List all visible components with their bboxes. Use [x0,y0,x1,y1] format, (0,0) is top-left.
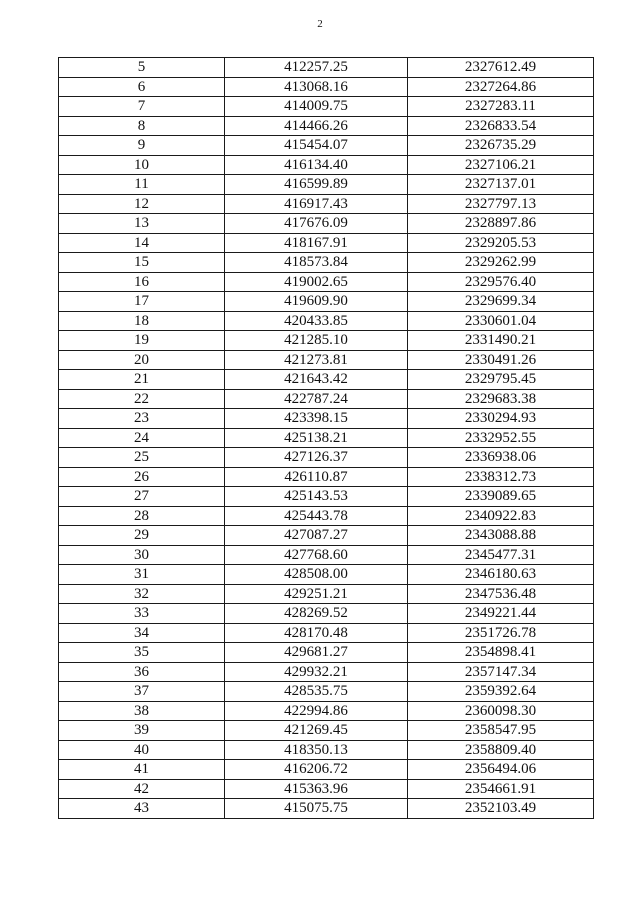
x-coordinate-cell: 425138.21 [225,428,408,448]
x-coordinate-cell: 428269.52 [225,604,408,624]
table-row [59,116,594,136]
x-coordinate-cell: 413068.16 [225,77,408,97]
x-coordinate-cell: 414009.75 [225,97,408,117]
table-row [59,760,594,780]
point-number-cell: 33 [59,604,225,624]
y-coordinate-cell: 2329576.40 [408,272,594,292]
point-number-cell: 14 [59,233,225,253]
point-number-cell: 36 [59,662,225,682]
table-row [59,389,594,409]
x-coordinate-cell: 412257.25 [225,58,408,78]
table-row [59,584,594,604]
table-row [59,467,594,487]
y-coordinate-cell: 2340922.83 [408,506,594,526]
table-row [59,701,594,721]
y-coordinate-cell: 2326833.54 [408,116,594,136]
y-coordinate-cell: 2326735.29 [408,136,594,156]
y-coordinate-cell: 2336938.06 [408,448,594,468]
point-number-cell: 29 [59,526,225,546]
table-row [59,682,594,702]
table-row [59,272,594,292]
point-number-cell: 39 [59,721,225,741]
x-coordinate-cell: 429251.21 [225,584,408,604]
x-coordinate-cell: 421285.10 [225,331,408,351]
x-coordinate-cell: 416206.72 [225,760,408,780]
y-coordinate-cell: 2328897.86 [408,214,594,234]
point-number-cell: 26 [59,467,225,487]
table-row [59,175,594,195]
y-coordinate-cell: 2351726.78 [408,623,594,643]
x-coordinate-cell: 421273.81 [225,350,408,370]
x-coordinate-cell: 425143.53 [225,487,408,507]
y-coordinate-cell: 2330294.93 [408,409,594,429]
y-coordinate-cell: 2346180.63 [408,565,594,585]
point-number-cell: 6 [59,77,225,97]
table-row [59,292,594,312]
x-coordinate-cell: 419002.65 [225,272,408,292]
y-coordinate-cell: 2349221.44 [408,604,594,624]
y-coordinate-cell: 2354898.41 [408,643,594,663]
x-coordinate-cell: 428508.00 [225,565,408,585]
table-row [59,565,594,585]
table-row [59,409,594,429]
page-number: 2 [317,18,323,30]
point-number-cell: 7 [59,97,225,117]
table-row [59,623,594,643]
y-coordinate-cell: 2339089.65 [408,487,594,507]
x-coordinate-cell: 418573.84 [225,253,408,273]
point-number-cell: 40 [59,740,225,760]
point-number-cell: 5 [59,58,225,78]
x-coordinate-cell: 428170.48 [225,623,408,643]
y-coordinate-cell: 2330601.04 [408,311,594,331]
y-coordinate-cell: 2329683.38 [408,389,594,409]
x-coordinate-cell: 418167.91 [225,233,408,253]
point-number-cell: 8 [59,116,225,136]
table-row [59,253,594,273]
y-coordinate-cell: 2330491.26 [408,350,594,370]
y-coordinate-cell: 2329699.34 [408,292,594,312]
table-row [59,214,594,234]
point-number-cell: 18 [59,311,225,331]
table-row [59,311,594,331]
table-row [59,58,594,78]
x-coordinate-cell: 426110.87 [225,467,408,487]
table-row [59,155,594,175]
point-number-cell: 10 [59,155,225,175]
x-coordinate-cell: 429932.21 [225,662,408,682]
point-number-cell: 23 [59,409,225,429]
point-number-cell: 35 [59,643,225,663]
x-coordinate-cell: 423398.15 [225,409,408,429]
x-coordinate-cell: 417676.09 [225,214,408,234]
y-coordinate-cell: 2356494.06 [408,760,594,780]
x-coordinate-cell: 414466.26 [225,116,408,136]
point-number-cell: 41 [59,760,225,780]
coordinates-table-body [59,58,594,819]
y-coordinate-cell: 2347536.48 [408,584,594,604]
y-coordinate-cell: 2352103.49 [408,799,594,819]
point-number-cell: 34 [59,623,225,643]
point-number-cell: 13 [59,214,225,234]
x-coordinate-cell: 416134.40 [225,155,408,175]
table-row [59,448,594,468]
x-coordinate-cell: 421269.45 [225,721,408,741]
y-coordinate-cell: 2358809.40 [408,740,594,760]
y-coordinate-cell: 2327612.49 [408,58,594,78]
table-row [59,194,594,214]
table-row [59,799,594,819]
x-coordinate-cell: 427087.27 [225,526,408,546]
y-coordinate-cell: 2329205.53 [408,233,594,253]
y-coordinate-cell: 2359392.64 [408,682,594,702]
point-number-cell: 19 [59,331,225,351]
point-number-cell: 38 [59,701,225,721]
table-row [59,721,594,741]
table-row [59,97,594,117]
y-coordinate-cell: 2360098.30 [408,701,594,721]
y-coordinate-cell: 2327137.01 [408,175,594,195]
table-row [59,233,594,253]
x-coordinate-cell: 418350.13 [225,740,408,760]
y-coordinate-cell: 2343088.88 [408,526,594,546]
y-coordinate-cell: 2332952.55 [408,428,594,448]
point-number-cell: 31 [59,565,225,585]
x-coordinate-cell: 422787.24 [225,389,408,409]
table-row [59,350,594,370]
table-row [59,662,594,682]
point-number-cell: 17 [59,292,225,312]
table-row [59,331,594,351]
y-coordinate-cell: 2327106.21 [408,155,594,175]
y-coordinate-cell: 2329262.99 [408,253,594,273]
point-number-cell: 22 [59,389,225,409]
y-coordinate-cell: 2327264.86 [408,77,594,97]
x-coordinate-cell: 415454.07 [225,136,408,156]
x-coordinate-cell: 415363.96 [225,779,408,799]
point-number-cell: 21 [59,370,225,390]
point-number-cell: 11 [59,175,225,195]
table-row [59,526,594,546]
point-number-cell: 42 [59,779,225,799]
table-row [59,604,594,624]
y-coordinate-cell: 2358547.95 [408,721,594,741]
x-coordinate-cell: 429681.27 [225,643,408,663]
y-coordinate-cell: 2329795.45 [408,370,594,390]
y-coordinate-cell: 2327797.13 [408,194,594,214]
table-row [59,370,594,390]
table-row [59,779,594,799]
table-row [59,136,594,156]
table-row [59,740,594,760]
table-row [59,428,594,448]
x-coordinate-cell: 416599.89 [225,175,408,195]
x-coordinate-cell: 428535.75 [225,682,408,702]
x-coordinate-cell: 427126.37 [225,448,408,468]
x-coordinate-cell: 425443.78 [225,506,408,526]
point-number-cell: 30 [59,545,225,565]
point-number-cell: 25 [59,448,225,468]
point-number-cell: 27 [59,487,225,507]
x-coordinate-cell: 419609.90 [225,292,408,312]
point-number-cell: 9 [59,136,225,156]
y-coordinate-cell: 2338312.73 [408,467,594,487]
coordinates-table [58,57,594,819]
point-number-cell: 24 [59,428,225,448]
x-coordinate-cell: 415075.75 [225,799,408,819]
y-coordinate-cell: 2331490.21 [408,331,594,351]
point-number-cell: 28 [59,506,225,526]
point-number-cell: 16 [59,272,225,292]
point-number-cell: 37 [59,682,225,702]
x-coordinate-cell: 420433.85 [225,311,408,331]
y-coordinate-cell: 2357147.34 [408,662,594,682]
table-row [59,545,594,565]
x-coordinate-cell: 421643.42 [225,370,408,390]
point-number-cell: 32 [59,584,225,604]
table-row [59,643,594,663]
x-coordinate-cell: 427768.60 [225,545,408,565]
point-number-cell: 15 [59,253,225,273]
table-row [59,487,594,507]
x-coordinate-cell: 422994.86 [225,701,408,721]
y-coordinate-cell: 2327283.11 [408,97,594,117]
point-number-cell: 20 [59,350,225,370]
table-row [59,506,594,526]
table-row [59,77,594,97]
y-coordinate-cell: 2345477.31 [408,545,594,565]
y-coordinate-cell: 2354661.91 [408,779,594,799]
x-coordinate-cell: 416917.43 [225,194,408,214]
point-number-cell: 43 [59,799,225,819]
point-number-cell: 12 [59,194,225,214]
